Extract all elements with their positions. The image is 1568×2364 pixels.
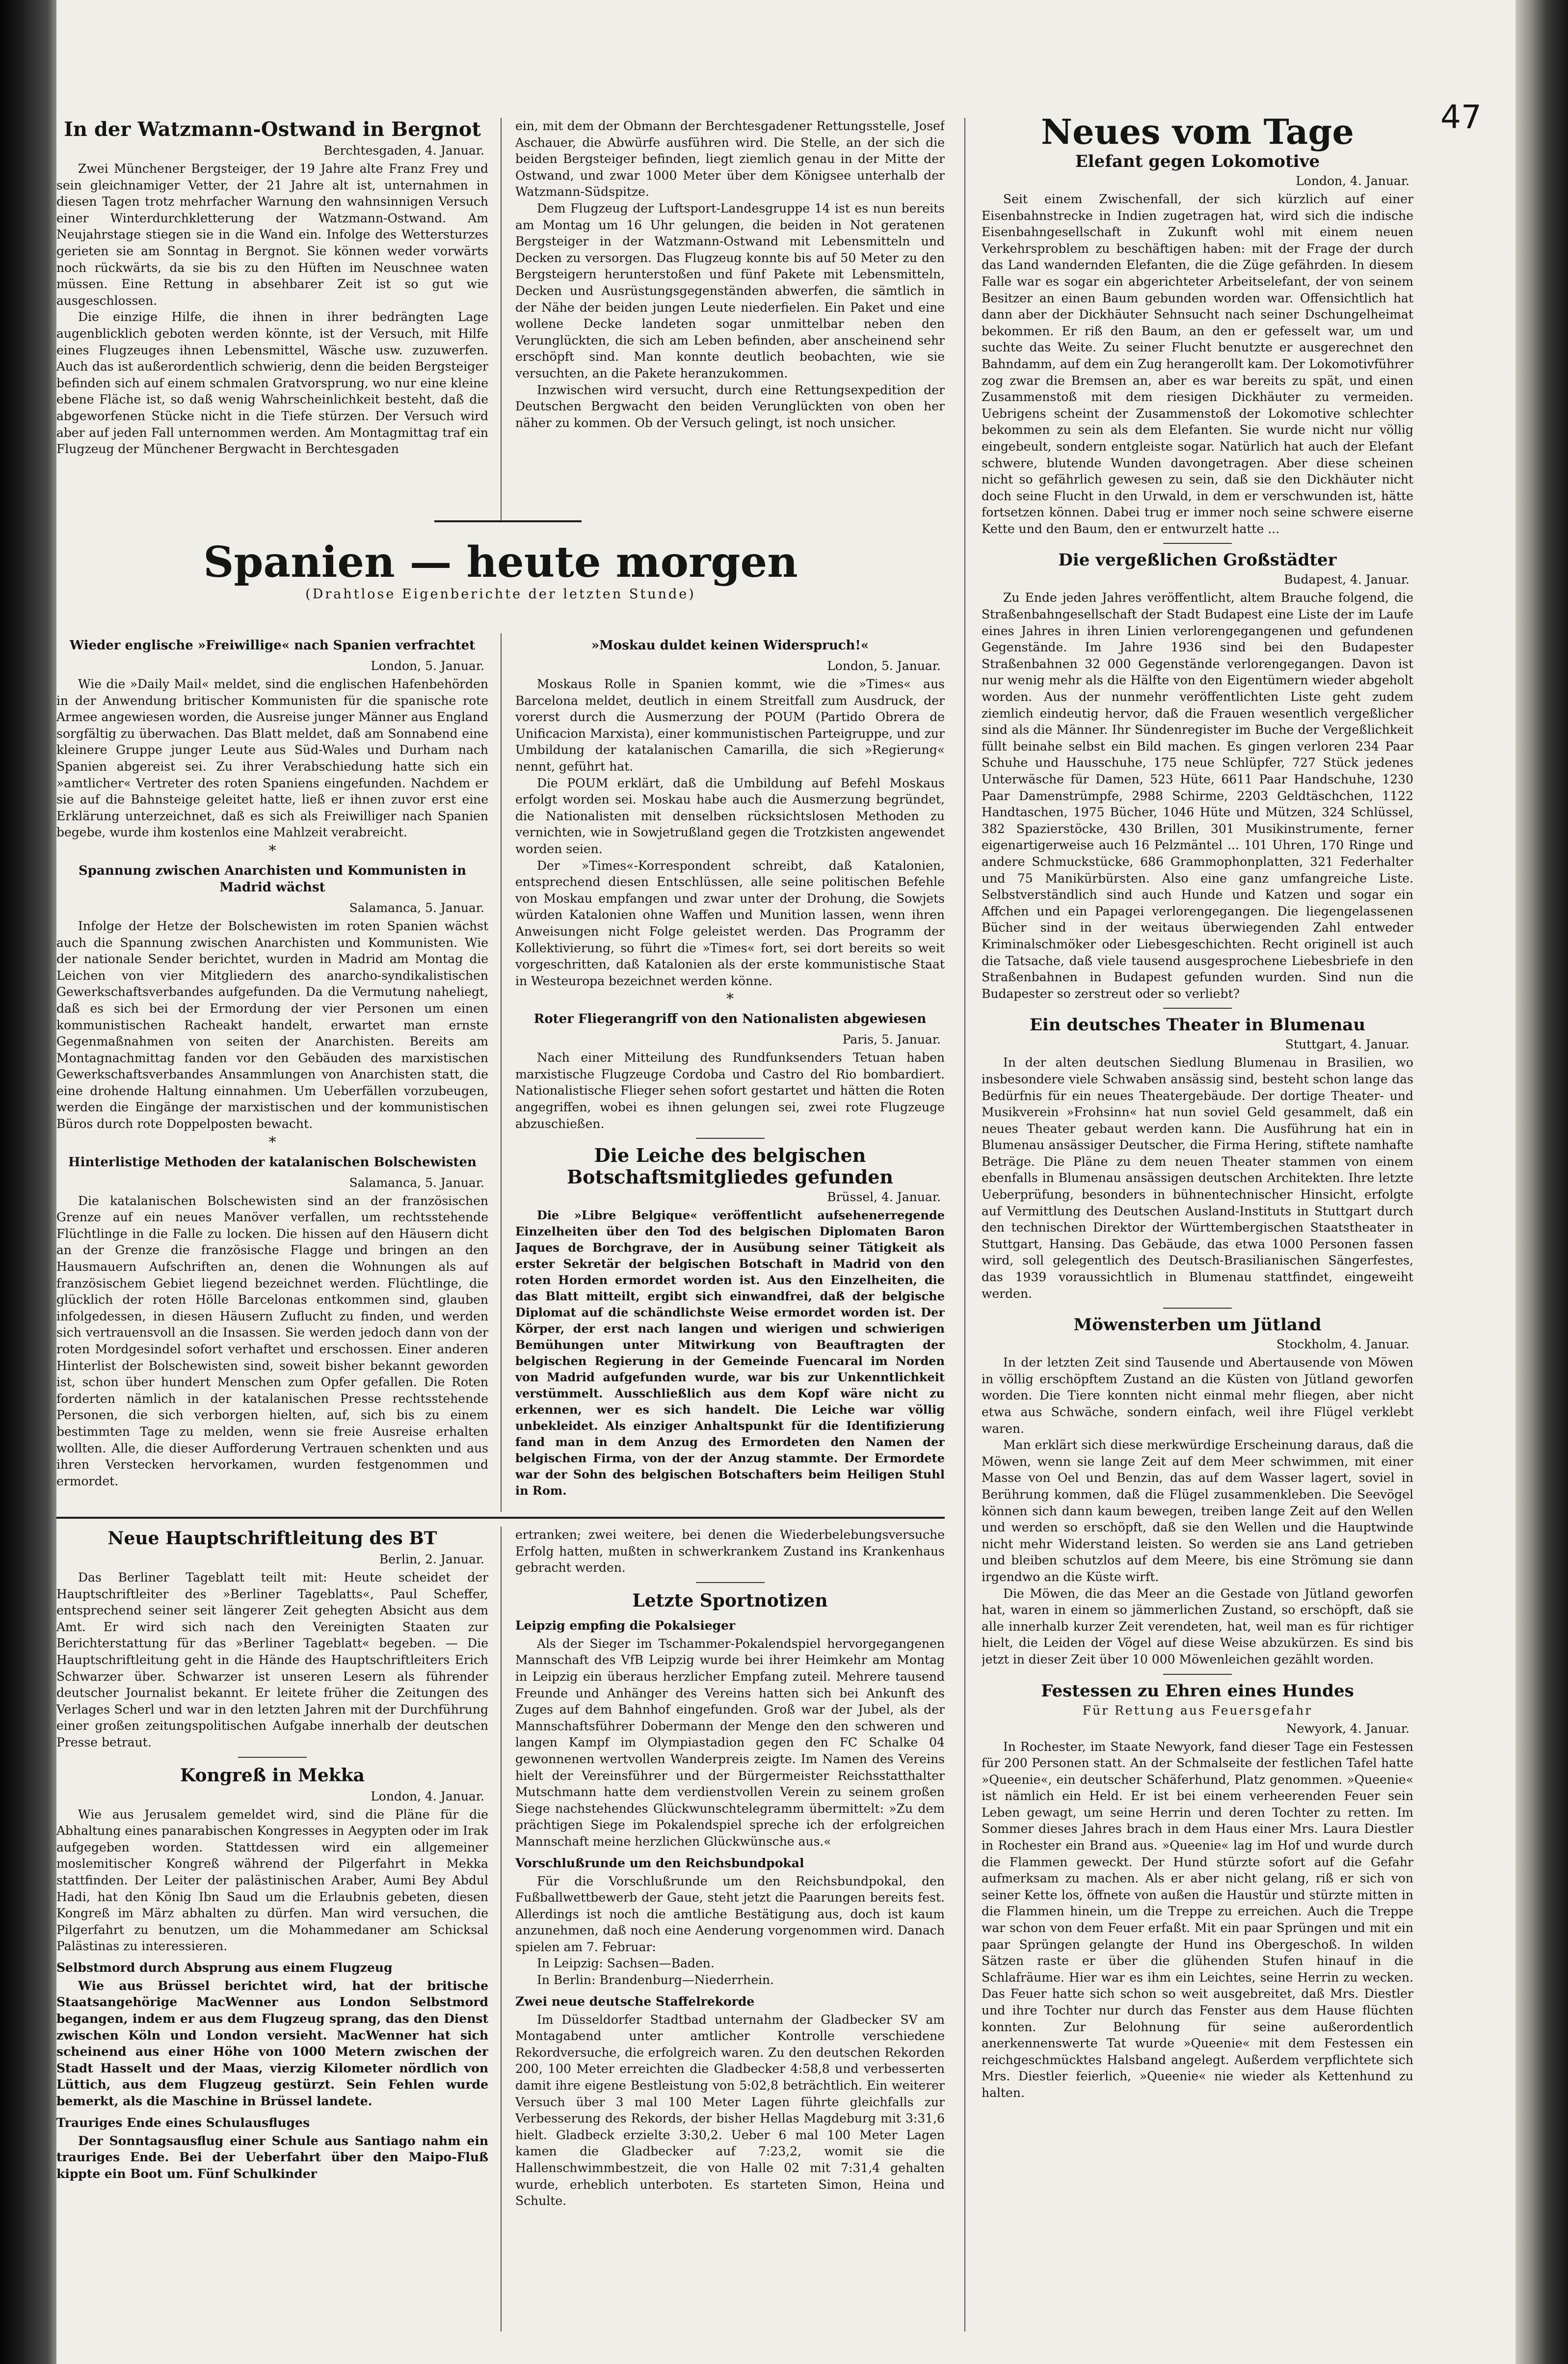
dateline: Paris, 5. Januar.: [842, 1032, 941, 1047]
short-rule: [238, 1757, 307, 1758]
paragraph: Die POUM erklärt, daß die Umbildung auf Befehl Moskaus erfolgt worden sei. Moskau habe auch die Ausmerzung begründet, die Nationalisten mit denselben rücksichtslosen Methoden zu vernichten, wie in Sowjetrußland gegen die Trotzkisten angewendet worden seien.: [515, 776, 945, 856]
article-subhead: Wieder englische »Freiwillige« nach Spanien verfrachtet: [69, 638, 476, 653]
column-neues-vom-tage: [982, 113, 1413, 2332]
paragraph: Die Möwen, die das Meer an die Gestade von Jütland geworfen hat, waren in einem so jämmerlichen Zustand, so erschöpft, daß sie alle innerhalb kurzer Zeit verendeten, hat, weil man es für richtiger hielt, die Leiden der Vögel auf diese Weise abzukürzen. Es sind bis jetzt in dieser Zeit über 10 000 Möwenleichen gezählt worden.: [982, 1586, 1413, 1666]
dateline: London, 4. Januar.: [371, 1789, 484, 1803]
article-watzmann: [56, 118, 488, 520]
bottom-column-middle: [515, 1527, 945, 2332]
asterisk-divider: *: [268, 1133, 276, 1151]
article-headline: In der Watzmann-Ostwand in Bergnot: [64, 118, 481, 141]
article-headline: Möwensterben um Jütland: [1073, 1315, 1322, 1335]
short-rule: [1163, 1308, 1232, 1309]
book-spine-shadow: [0, 0, 56, 2364]
column-divider: [964, 118, 965, 2332]
article-subhead: Spannung zwischen Anarchisten und Kommunisten in Madrid wächst: [79, 863, 466, 895]
column-divider: [501, 118, 502, 520]
dateline: London, 5. Januar.: [827, 659, 941, 673]
article-headline: Die vergeßlichen Großstädter: [1058, 550, 1337, 570]
article-kicker: Für Rettung aus Feuersgefahr: [1082, 1703, 1313, 1718]
dateline: Salamanca, 5. Januar.: [349, 900, 484, 915]
dateline: Brüssel, 4. Januar.: [827, 1190, 941, 1205]
article-watzmann-continued: [515, 118, 945, 520]
paragraph: Im Düsseldorfer Stadtbad unternahm der Gladbecker SV am Montagabend unter amtlicher Kontrolle verschiedene Rekordversuche, die erfolgreich waren. Zu den deutschen Rekorden 200, 100 Meter erreichten die Gladbecker 4:58,8 und verbesserten damit ihre eigene Bestleistung von 5:02,8 beträchtlich. Ein weiterer Versuch über 3 mal 100 Meter Lagen führte gleichfalls zur Verbesserung des Rekords, der bisher Hellas Magdeburg mit 3:31,6 hielt. Gladbeck erzielte 3:30,2. Ueber 6 mal 100 Meter Lagen kamen die Gladbecker auf 7:23,2, womit sie die Hallenschwimmbestzeit, die von Halle 02 mit 7:31,4 gehalten wurde, erheblich unterboten. Es starteten Simon, Heina und Schulte.: [515, 2012, 945, 2208]
paragraph: Moskaus Rolle in Spanien kommt, wie die »Times« aus Barcelona meldet, deutlich in einem Streitfall zum Ausdruck, der vorerst durch die Ausmerzung der POUM (Partido Obrera de Unificacion Marxista), einer kommunistischen Parteigruppe, und zur Umbildung der katalanischen Camarilla, die sich »Regierung« nennt, geführt hat.: [515, 677, 945, 774]
paragraph: In der letzten Zeit sind Tausende und Abertausende von Möwen in völlig erschöpftem Zustand an die Küsten von Jütland geworfen worden. Die Tiere konnten nicht einmal mehr fliegen, aber nicht etwa aus Schwäche, sondern einfach, weil ihre Flügel verklebt waren.: [982, 1355, 1413, 1436]
newspaper-page: [56, 0, 1515, 2364]
dateline: London, 5. Januar.: [371, 659, 484, 673]
paragraph: Das Berliner Tageblatt teilt mit: Heute scheidet der Hauptschriftleiter des »Berliner Tageblatts«, Paul Scheffer, entsprechend seiner seit längerer Zeit gehegten Absicht aus dem Amt. Er wird sich nach den Vereinigten Staaten zur Berichterstattung für das »Berliner Tageblatt« begeben. — Die Hauptschriftleitung geht in die Hände des Hauptschriftleiters Erich Schwarzer über. Schwarzer ist unseren Lesern als führender deutscher Journalist bekannt. Er leitete früher die Zeitungen des Verlages Scherl und war in den letzten Jahren mit der Durchführung einer großen zeitungspolitischen Aufgabe innerhalb der deutschen Presse betraut.: [56, 1570, 488, 1749]
dateline: Salamanca, 5. Januar.: [349, 1175, 484, 1190]
article-headline: Elefant gegen Lokomotive: [1075, 152, 1320, 171]
dateline: Berlin, 2. Januar.: [379, 1552, 484, 1566]
dateline: London, 4. Januar.: [1296, 174, 1409, 188]
short-rule: [1163, 1674, 1232, 1675]
banner-headline: Spanien — heute morgen: [203, 537, 798, 587]
article-subhead: »Moskau duldet keinen Widerspruch!«: [591, 638, 869, 653]
paragraph: In der alten deutschen Siedlung Blumenau in Brasilien, wo insbesondere viele Schwaben ansässig sind, besteht schon lange das Bedürfnis für ein neues Theatergebäude. Der dortige Theater- und Musikverein »Frohsinn« hat nun soviel Geld gesammelt, daß ein neues Theater gebaut werden kann. Die Ausführung hat ein in Blumenau ansässiger Deutscher, die Firma Hering, stiftete namhafte Beträge. Die Pläne zu dem neuen Theater stammen von einem ebenfalls in Blumenau ansässigen deutschen Architekten. Ihre letzte Ueberprüfung, besonders in bühnentechnischer Hinsicht, erfolgte auf Vermittlung des Deutschen Ausland-Instituts in Stuttgart durch den technischen Direktor der Württembergischen Staatstheater in Stuttgart, Hansing. Das Gebäude, das etwa 1000 Personen fassen wird, soll gelegentlich des Deutsch-Brasilianischen Sängerfestes, das 1939 voraussichtlich in Blumenau stattfindet, eingeweiht werden.: [982, 1055, 1413, 1301]
article-subhead: Zwei neue deutsche Staffelrekorde: [515, 1994, 755, 2009]
article-headline: Ein deutsches Theater in Blumenau: [1029, 1015, 1366, 1035]
article-headline: Die Leiche des belgischen Botschaftsmitgliedes gefunden: [567, 1144, 893, 1188]
article-subhead: Selbstmord durch Absprung aus einem Flugzeug: [56, 1960, 393, 1975]
page-number: 47: [1440, 98, 1482, 136]
paragraph: ertranken; zwei weitere, bei denen die Wiederbelebungsversuche Erfolg hatten, mußten in schwerkrankem Zustand ins Krankenhaus gebracht werden.: [515, 1528, 945, 1575]
column-divider: [501, 1527, 502, 2332]
paragraph: ein, mit dem der Obmann der Berchtesgadener Rettungsstelle, Josef Aschauer, die Abwürfe ausführen wird. Die Stelle, an der sich die beiden Bergsteiger befinden, liegt ziemlich genau in der Mitte der Ostwand, und zwar 1000 Meter über dem Königsee unterhalb der Watzmann-Südspitze.: [515, 119, 945, 199]
paragraph: In Rochester, im Staate Newyork, fand dieser Tage ein Festessen für 200 Personen statt. An der Schmalseite der festlichen Tafel hatte »Queenie«, ein deutscher Schäferhund, Platz genommen. »Queenie« ist nämlich ein Held. Er ist bei einem verheerenden Feuer sein Leben gewagt, um seine Herrin und deren Tochter zu retten. Im Sommer dieses Jahres brach in dem Haus einer Mrs. Laura Diestler in Rochester ein Brand aus. »Queenie« lag im Hof und wurde durch die Flammen geweckt. Der Hund stürzte sofort auf die Gefahr aufmerksam zu machen. Als er aber nicht gelang, riß er sich von seiner Kette los, öffnete von außen die Haustür und stürzte mitten in die Flammen hinein, um die Treppe zu erreichen. Auch die Treppe war schon von dem Feuer erfaßt. Mit ein paar Sprüngen und mit ein paar Sprüngen gelangte der Hund ins Obergeschoß. In wilden Sätzen raste er über die glühenden Stufen hinauf in die Schlafräume. Hier war es ihm ein Leichtes, seine Herrin zu wecken. Das Feuer hatte sich schon so weit ausgebreitet, daß Mrs. Diestler und ihre Tochter nur durch das Fenster aus dem Hause flüchten konnten. Zur Belohnung für seine außerordentlich anerkennenswerte Tat wurde »Queenie« mit dem Festessen ein reichgeschmücktes Halsband angelegt. Außerdem verpflichtete sich Mrs. Diestler feierlich, »Queenie« nie wieder als Kettenhund zu halten.: [982, 1739, 1413, 2100]
paragraph: Der Sonntagsausflug einer Schule aus Santiago nahm ein trauriges Ende. Bei der Ueberfahrt über den Maipo-Fluß kippte ein Boot um. Fünf Schulkinder: [56, 2133, 488, 2181]
paragraph: Infolge der Hetze der Bolschewisten im roten Spanien wächst auch die Spannung zwischen Anarchisten und Kommunisten. Wie der nationale Sender berichtet, wurden in Madrid am Montag die Leichen von vier Mitgliedern des anarcho-syndikalistischen Gewerkschaftsverbandes aufgefunden. Da die Vermutung naheliegt, daß es sich bei der Ermordung der vier Personen um einen kommunistischen Racheakt handelt, erwartet man ernste Gegenmaßnahmen von seiten der Anarchisten. Bereits am Montagnachmittag fanden vor den Gebäuden des marxistischen Gewerkschaftsverbandes Ansammlungen von Anarchisten statt, die eine drohende Haltung einnahmen. Um Ueberfällen vorzubeugen, werden die Eingänge der marxistischen und der kommunistischen Büros durch rote Doppelposten bewacht.: [56, 918, 488, 1131]
paragraph: Wie aus Brüssel berichtet wird, hat der britische Staatsangehörige MacWenner aus London Selbstmord begangen, indem er aus dem Flugzeug sprang, das den Dienst zwischen Köln und London versieht. MacWenner hat sich scheinend aus einer Höhe von 1000 Metern zwischen der Stadt Hasselt und der Maas, vierzig Kilometer nördlich von Lüttich, aus dem Flugzeug gestürzt. Sein Fehlen wurde bemerkt, als die Maschine in Brüssel landete.: [56, 1978, 488, 2109]
article-headline: Festessen zu Ehren eines Hundes: [1041, 1681, 1354, 1701]
page-edge-shadow: [1515, 0, 1568, 2364]
short-rule: [696, 1582, 765, 1583]
short-rule: [696, 1138, 765, 1139]
paragraph: Wie aus Jerusalem gemeldet wird, sind die Pläne für die Abhaltung eines panarabischen Kongresses in Aegypten oder im Irak aufgegeben worden. Stattdessen wird ein allgemeiner moslemitischer Kongreß während der Pilgerfahrt in Mekka stattfinden. Der Leiter der palästinischen Araber, Aumi Bey Abdul Hadi, hat den König Ibn Saud um die Erlaubnis gebeten, diesen Kongreß im März abhalten zu dürfen. Man wird versuchen, die Pilgerfahrt zu benutzen, um die Mohammedaner am Schicksal Palästinas zu interessieren.: [56, 1807, 488, 1954]
article-subhead: Trauriges Ende eines Schulausfluges: [56, 2115, 310, 2130]
paragraph: Als der Sieger im Tschammer-Pokalendspiel hervorgegangenen Mannschaft des VfB Leipzig wurde bei ihrer Heimkehr am Montag in Leipzig ein überaus herzlicher Empfang zuteil. Mehrere tausend Freunde und Anhänger des Vereins hatten sich bei Ankunft des Zuges auf dem Bahnhof eingefunden. Groß war der Jubel, als der Mannschaftsführer Dobermann der Menge den den schweren und langen Kampf im Olympiastadion gegen den FC Schalke 04 gewonnenen wertvollen Wanderpreis zeigte. Im Namen des Vereins hielt der Vereinsführer und der Bürgermeister Reichsstatthalter Mutschmann hatte dem verdienstvollen Verein zu seinem großen Siege nachstehendes Glückwunschtelegramm übermittelt: »Zu dem prächtigen Siege im Pokalendspiel spreche ich der erfolgreichen Mannschaft meine herzlichen Glückwünsche aus.«: [515, 1636, 945, 1849]
paragraph: Zwei Münchener Bergsteiger, der 19 Jahre alte Franz Frey und sein gleichnamiger Vetter, der 21 Jahre alt ist, unternahmen in diesen Tagen trotz mehrfacher Warnung den wahnsinnigen Versuch einer Winterdurchkletterung der Watzmann-Ostwand. Am Neujahrstage stiegen sie in die Wand ein. Infolge des Wettersturzes gerieten sie am Sonntag in Bergnot. Sie können weder vorwärts noch rückwärts, da sie bis zu den Hüften im Neuschnee waten müssen. Eine Rettung in absehbarer Zeit ist so gut wie ausgeschlossen.: [56, 161, 488, 308]
asterisk-divider: *: [726, 991, 734, 1008]
dateline: Budapest, 4. Januar.: [1284, 572, 1409, 587]
bottom-column-left: [56, 1527, 488, 2332]
paragraph: Dem Flugzeug der Luftsport-Landesgruppe 14 ist es nun bereits am Montag um 16 Uhr gelungen, die beiden in Not geratenen Bergsteiger in der Watzmann-Ostwand mit Lebensmitteln und Decken zu versorgen. Das Flugzeug konnte bis auf 50 Meter zu den Bergsteigern herunterstoßen und fünf Pakete mit Lebensmitteln, Decken und Ausrüstungsgegenständen abwerfen, die sämtlich in der Nähe der beiden jungen Leute niederfielen. Ein Paket und eine wollene Decke landeten sogar unmittelbar neben den Verunglückten, die sich am Leben befinden, aber anscheinend sehr erschöpft sind. Man konnte deutlich beobachten, wie sie versuchten, an die Pakete heranzukommen.: [515, 201, 945, 380]
paragraph: Nach einer Mitteilung des Rundfunksenders Tetuan haben marxistische Flugzeuge Cordoba und Castro del Rio bombardiert. Nationalistische Flieger sehen sofort gestartet und hätten die Roten angegriffen, wobei es ihnen gelungen sei, zwei rote Flugzeuge abzuschießen.: [515, 1050, 945, 1131]
paragraph: Wie die »Daily Mail« meldet, sind die englischen Hafenbehörden in der Anwendung britischer Kommunisten für die spanische rote Armee angewiesen worden, die Ausreise junger Männer aus England sorgfältig zu überwachen. Das Blatt meldet, daß am Sonnabend eine kleinere Gruppe junger Leute aus Süd-Wales und Durham nach Spanien abgereist sei. Zu ihrer Verabschiedung hatte sich ein »amtlicher« Vertreter des roten Spaniens eingefunden. Nachdem er sie auf die Bahnsteige geleitet hatte, ließ er ihnen zuvor erst eine Erklärung unterzeichnet, daß es sich als Freiwilliger nach Spanien begebe, wurde ihm kostenlos eine Mahlzeit verabreicht.: [56, 677, 488, 840]
paragraph: Zu Ende jeden Jahres veröffentlicht, altem Brauche folgend, die Straßenbahngesellschaft der Stadt Budapest eine Liste der im Laufe eines Jahres in ihren Linien verlorengegangenen und gefundenen Gegenstände. Im Jahre 1936 sind bei den Budapester Straßenbahnen 32 000 Gegenstände verlorengegangen. Davon ist nur wenig mehr als die Hälfte von den Eigentümern wieder abgeholt worden. Aus der nunmehr veröffentlichten Liste geht zudem ziemlich eindeutig hervor, daß die Frauen wesentlich vergeßlicher sind als die Männer. Ihr Sündenregister im Buche der Vergeßlichkeit füllt beinahe selbst ein Bild machen. Es gingen verloren 234 Paar Schuhe und Hausschuhe, 175 neue Schlüpfer, 727 Stück jedenes Unterwäsche für Damen, 523 Hüte, 6611 Paar Handschuhe, 1230 Paar Damenstrümpfe, 2988 Schirme, 2203 Geldtäschchen, 1122 Handtaschen, 1975 Bücher, 1046 Hüte und Mützen, 324 Schlüssel, 382 Spazierstöcke, 430 Brillen, 301 Musikinstrumente, ferner eigenartigerweise auch 16 Pelzmäntel ... 101 Uhren, 170 Ringe und andere Schmuckstücke, 686 Grammophonplatten, 321 Federhalter und 75 Manikürbürsten. Also eine ganz umfangreiche Liste. Selbstverständlich sind auch Hunde und Katzen und sogar ein Affchen und ein Papagei verlorengegangen. Die liegengelassenen Bücher sind in der weitaus überwiegenden Zahl entweder Kriminalschmöker oder Liebesgeschichten. Recht originell ist auch die Tatsache, daß viele tausend ausgesprochene Liebesbriefe in den Straßenbahnen in Budapest gefunden wurden. Sind nun die Budapester so zerstreut oder so verliebt?: [982, 591, 1413, 1001]
banner-kicker: (Drahtlose Eigenberichte der letzten Stunde): [305, 587, 696, 602]
article-subhead: Leipzig empfing die Pokalsieger: [515, 1618, 736, 1633]
article-headline: Neue Hauptschriftleitung des BT: [107, 1528, 437, 1549]
spain-column-left: [56, 633, 488, 1512]
column-divider: [501, 633, 502, 1512]
fixture-line: In Leipzig: Sachsen—Baden.: [537, 1956, 715, 1971]
short-rule: [1163, 1008, 1232, 1009]
paragraph: Die katalanischen Bolschewisten sind an der französischen Grenze auf ein neues Manöver verfallen, um rechtsstehende Flüchtlinge in die Falle zu locken. Die hissen auf den Häusern dicht an der Grenze die französische Flagge und bringen an den Hausmauern Aufschriften an, denen die Wohnungen als auf französischem Gebiet liegend bezeichnet werden. Flüchtlinge, die glücklich der roten Hölle Barcelonas entkommen sind, glauben infolgedessen, in diesen Häusern Zuflucht zu finden, und werden sich vertrauensvoll an die Insassen. Sie werden jedoch dann von der roten Mordgesindel sofort verhaftet und erschossen. Einer anderen Hinterlist der Bolschewisten sind, soweit bisher bekannt geworden ist, schon über hundert Menschen zum Opfer gefallen. Die Roten forderten nämlich in der katalanischen Presse rechtsstehende Personen, die sich verborgen hielten, auf, sich bis zu einem bestimmten Tage zu melden, wenn sie freie Ausreise erhalten wollten. Alle, die dieser Aufforderung Vertrauen schenkten und aus ihren Verstecken hervorkamen, wurden festgenommen und ermordet.: [56, 1193, 488, 1488]
section-rule: [56, 1517, 945, 1519]
headline-rule: [434, 520, 582, 522]
article-subhead: Hinterlistige Methoden der katalanischen Bolschewisten: [68, 1155, 477, 1170]
fixture-line: In Berlin: Brandenburg—Niederrhein.: [537, 1973, 774, 1988]
paragraph: Die einzige Hilfe, die ihnen in ihrer bedrängten Lage augenblicklich geboten werden könnte, ist der Versuch, mit Hilfe eines Flugzeuges ihnen Lebensmittel, Wäsche usw. zuzuwerfen. Auch das ist außerordentlich schwierig, denn die beiden Bergsteiger befinden sich auf einem schmalen Gratvorsprung, wo nur eine kleine ebene Fläche ist, so daß wenig Wahrscheinlichkeit besteht, daß die abgeworfenen Stücke nicht in die Tiefe stürzen. Der Versuch wird aber auf jeden Fall unternommen werden. Am Montagmittag traf ein Flugzeug der Münchener Bergwacht in Berchtesgaden: [56, 310, 488, 457]
dateline: Berchtesgaden, 4. Januar.: [323, 143, 484, 158]
dateline: Newyork, 4. Januar.: [1286, 1721, 1409, 1736]
paragraph: Man erklärt sich diese merkwürdige Erscheinung daraus, daß die Möwen, wenn sie lange Zeit auf dem Meer schwimmen, mit einer Masse von Oel und Benzin, das auf dem Wasser lagert, soviel in Berührung kommen, daß die Flügel zusammenkleben. Die Seevögel können sich dann kaum bewegen, treiben lange Zeit auf den Wellen und werden so erschöpft, daß sie den Wellen und die Hauptwinde nicht mehr Widerstand leisten. So werden sie ans Land getrieben und bleiben schutzlos auf dem Meere, bis eine Strömung sie dann irgendwo an die Küste wirft.: [982, 1438, 1413, 1584]
spain-banner: [56, 537, 945, 604]
section-headline: Neues vom Tage: [1041, 113, 1354, 152]
article-headline: Letzte Sportnotizen: [632, 1590, 828, 1611]
paragraph: Die »Libre Belgique« veröffentlicht aufsehenerregende Einzelheiten über den Tod des belgischen Diplomaten Baron Jaques de Borchgrave, der in Ausübung seiner Tätigkeit als erster Sekretär der belgischen Botschaft in Madrid von den roten Horden ermordet worden ist. Aus den Einzelheiten, die das Blatt mitteilt, ergibt sich einwandfrei, daß der belgische Diplomat auf die schändlichste Weise ermordet worden ist. Der Körper, der erst nach langen und wierigen und schwierigen Bemühungen unter Mitwirkung von Beauftragten der belgischen Regierung in der Gemeinde Fuencaral im Norden von Madrid aufgefunden wurde, war bis zur Unkenntlichkeit verstümmelt. Ausschließlich aus dem Kopf wäre nicht zu erkennen, wer es sich handelt. Die Leiche war völlig unbekleidet. Als einziger Anhaltspunkt für die Identifizierung fand man in dem Anzug des Ermordeten den Namen der belgischen Firma, von der der Anzug stammte. Der Ermordete war der Sohn des belgischen Botschafters beim Heiligen Stuhl in Rom.: [515, 1208, 945, 1498]
paragraph: Der »Times«-Korrespondent schreibt, daß Katalonien, entsprechend diesen Entschlüssen, alle seine politischen Befehle von Moskau empfangen und zwar unter der Drohung, die Sowjets würden Katalonien ohne Waffen und Munition lassen, wenn ihren Anweisungen nicht Folge geleistet werden. Das Programm der Kollektivierung, so führt die »Times« fort, sei dort bereits so weit vorgeschritten, daß Katalonien als der erste kommunistische Staat in Westeuropa bezeichnet werden könne.: [515, 858, 945, 988]
paragraph: Für die Vorschlußrunde um den Reichsbundpokal, den Fußballwettbewerb der Gaue, steht jetzt die Paarungen bereits fest. Allerdings ist noch die amtliche Bestätigung aus, doch ist kaum anzunehmen, daß noch eine Aenderung vorgenommen wird. Danach spielen am 7. Februar:: [515, 1874, 945, 1954]
article-subhead: Vorschlußrunde um den Reichsbundpokal: [515, 1855, 804, 1870]
paragraph: Inzwischen wird versucht, durch eine Rettungsexpedition der Deutschen Bergwacht den beiden Verunglückten von oben her näher zu kommen. Ob der Versuch gelingt, ist noch unsicher.: [515, 382, 945, 430]
article-headline: Kongreß in Mekka: [180, 1765, 365, 1786]
dateline: Stuttgart, 4. Januar.: [1285, 1037, 1409, 1052]
paragraph: Seit einem Zwischenfall, der sich kürzlich auf einer Eisenbahnstrecke in Indien zugetragen hat, wird sich die indische Eisenbahngesellschaft in Zukunft wohl mit einem neuen Verkehrsproblem zu beschäftigen haben: mit der Frage der durch das Land wandernden Elefanten, die die Züge gefährden. In diesem Falle war es sogar ein abgerichteter Arbeitselefant, der von seinem Besitzer an einen Baum gebunden worden war. Offensichtlich hat dann aber der Dickhäuter Sehnsucht nach seiner Dschungelheimat bekommen. Er riß den Baum, an den er gefesselt war, um und suchte das Weite. Zu seiner Flucht benutzte er ausgerechnet den Bahndamm, auf dem ein Zug herangerollt kam. Der Lokomotivführer zog zwar die Bremsen an, aber es war bereits zu spät, und einen Zusammenstoß mit dem riesigen Dickhäuter zu vermeiden. Uebrigens scheint der Zusammenstoß der Lokomotive schlechter bekommen zu sein als dem Elefanten. Sie wurde nicht nur völlig eingebeult, sondern entgleiste sogar. Natürlich hat auch der Elefant schwere, blutende Wunden davongetragen. Aber diese scheinen nicht so gefährlich gewesen zu sein, daß sie den Dickhäuter nicht doch seine Flucht in den Urwald, in dem er verschwunden ist, hätte fortsetzen können. Dabei trug er immer noch seine schwere eiserne Kette und den Baum, den er entwurzelt hatte ...: [982, 192, 1413, 536]
short-rule: [1163, 543, 1232, 544]
asterisk-divider: *: [268, 842, 276, 860]
article-subhead: Roter Fliegerangriff von den Nationalisten abgewiesen: [533, 1012, 927, 1027]
spain-column-right: [515, 633, 945, 1512]
dateline: Stockholm, 4. Januar.: [1276, 1337, 1409, 1352]
